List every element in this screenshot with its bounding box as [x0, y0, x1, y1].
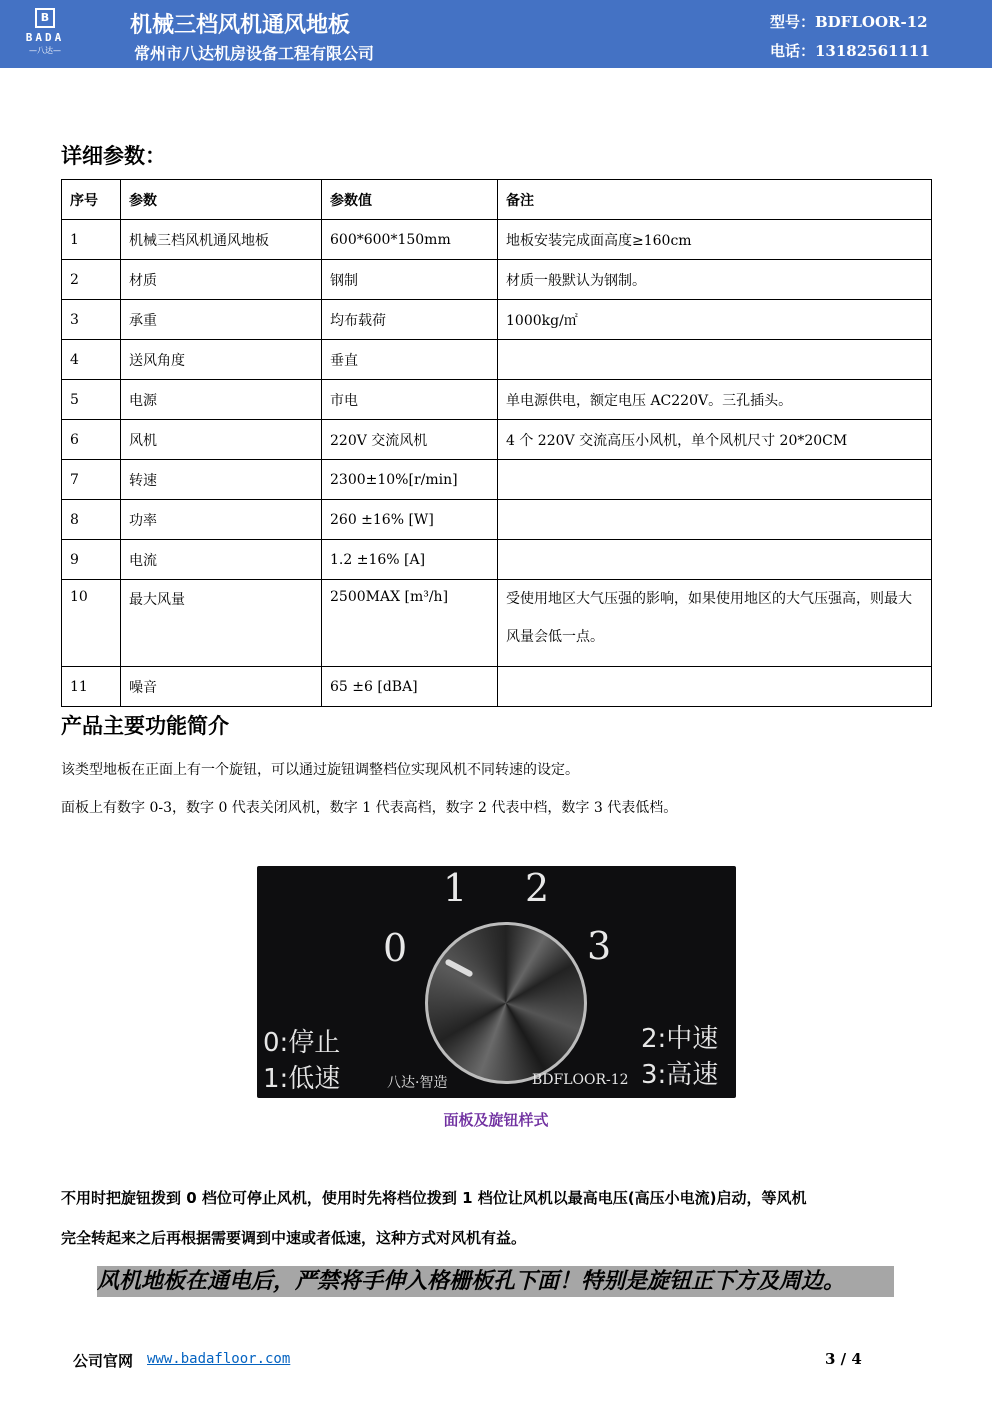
cell-param: 电源 — [121, 380, 322, 420]
cell-no: 8 — [62, 500, 121, 540]
usage-line-1: 不用时把旋钮拨到 0 档位可停止风机，使用时先将档位拨到 1 档位让风机以最高电压(高压小电流)启动，等风机 — [61, 1189, 807, 1207]
phone-number: 电话：13182561111 — [770, 42, 930, 60]
col-header-param: 参数 — [121, 180, 322, 220]
spec-table — [61, 179, 932, 707]
cell-value: 市电 — [322, 380, 498, 420]
label-mid: 2:中速 — [641, 1024, 719, 1054]
cell-value: 260 ±16% [W] — [322, 500, 498, 540]
cell-value: 220V 交流风机 — [322, 420, 498, 460]
model-mark: BDFLOOR-12 — [532, 1072, 629, 1088]
knob-pointer-icon — [444, 958, 473, 977]
cell-param: 机械三档风机通风地板 — [121, 220, 322, 260]
image-caption: 面板及旋钮样式 — [443, 1111, 549, 1129]
cell-note: 受使用地区大气压强的影响，如果使用地区的大气压强高，则最大风量会低一点。 — [498, 580, 932, 667]
cell-note — [498, 500, 932, 540]
cell-param: 送风角度 — [121, 340, 322, 380]
dial-digit-3: 3 — [587, 924, 612, 968]
cell-value: 65 ±6 [dBA] — [322, 667, 498, 707]
cell-param: 转速 — [121, 460, 322, 500]
table-row — [62, 500, 932, 540]
cell-note: 4 个 220V 交流高压小风机，单个风机尺寸 20*20CM — [498, 420, 932, 460]
cell-note — [498, 340, 932, 380]
intro-paragraph-2: 面板上有数字 0-3，数字 0 代表关闭风机，数字 1 代表高档，数字 2 代表中档，数字 3 代表低档。 — [61, 800, 678, 816]
bada-logo — [14, 8, 76, 60]
cell-no: 5 — [62, 380, 121, 420]
cell-note: 1000kg/㎡ — [498, 300, 932, 340]
table-row — [62, 540, 932, 580]
model-number: 型号：BDFLOOR-12 — [770, 13, 928, 31]
cell-note: 地板安装完成面高度≥160cm — [498, 220, 932, 260]
label-stop: 0:停止 — [263, 1028, 341, 1058]
cell-no: 9 — [62, 540, 121, 580]
cell-note — [498, 460, 932, 500]
col-header-no: 序号 — [62, 180, 121, 220]
cell-no: 3 — [62, 300, 121, 340]
table-row — [62, 300, 932, 340]
cell-param: 承重 — [121, 300, 322, 340]
cell-value: 600*600*150mm — [322, 220, 498, 260]
cell-value: 钢制 — [322, 260, 498, 300]
knob-panel-photo — [257, 866, 736, 1098]
dial-digit-2: 2 — [525, 866, 550, 910]
dial-digit-0: 0 — [383, 926, 408, 970]
logo-brand: BADA — [25, 31, 65, 44]
cell-param: 风机 — [121, 420, 322, 460]
col-header-note: 备注 — [498, 180, 932, 220]
cell-value: 2300±10%[r/min] — [322, 460, 498, 500]
cell-value: 均布载荷 — [322, 300, 498, 340]
cell-no: 6 — [62, 420, 121, 460]
cell-value: 1.2 ±16% [A] — [322, 540, 498, 580]
page-number: 3 / 4 — [825, 1350, 862, 1368]
table-row — [62, 420, 932, 460]
table-row — [62, 380, 932, 420]
params-section-title: 详细参数： — [61, 144, 166, 168]
cell-no: 7 — [62, 460, 121, 500]
table-row — [62, 667, 932, 707]
cell-param: 功率 — [121, 500, 322, 540]
footer-website-label: 公司官网 — [73, 1352, 134, 1370]
label-low: 1:低速 — [263, 1064, 341, 1094]
intro-section-title: 产品主要功能简介 — [61, 714, 229, 738]
cell-value: 垂直 — [322, 340, 498, 380]
cell-note: 材质一般默认为钢制。 — [498, 260, 932, 300]
logo-sub: —八达— — [29, 46, 61, 55]
logo-b-icon: B — [35, 8, 55, 28]
intro-paragraph-1: 该类型地板在正面上有一个旋钮，可以通过旋钮调整档位实现风机不同转速的设定。 — [61, 762, 579, 778]
label-high: 3:高速 — [641, 1060, 719, 1090]
cell-no: 4 — [62, 340, 121, 380]
cell-no: 2 — [62, 260, 121, 300]
table-row — [62, 260, 932, 300]
cell-param: 最大风量 — [121, 580, 322, 667]
table-row — [62, 220, 932, 260]
cell-param: 材质 — [121, 260, 322, 300]
cell-param: 电流 — [121, 540, 322, 580]
dial-digit-1: 1 — [443, 866, 468, 910]
table-header-row — [62, 180, 932, 220]
cell-value: 2500MAX [m³/h] — [322, 580, 498, 667]
page-header — [0, 0, 992, 68]
cell-no: 11 — [62, 667, 121, 707]
company-name: 常州市八达机房设备工程有限公司 — [134, 44, 375, 63]
cell-note — [498, 667, 932, 707]
cell-no: 10 — [62, 580, 121, 667]
table-row — [62, 340, 932, 380]
brand-mark: 八达·智造 — [387, 1075, 448, 1091]
safety-warning: 风机地板在通电后，严禁将手伸入格栅板孔下面！特别是旋钮正下方及周边。 — [97, 1266, 894, 1297]
cell-param: 噪音 — [121, 667, 322, 707]
cell-note: 单电源供电，额定电压 AC220V。三孔插头。 — [498, 380, 932, 420]
rotary-knob — [425, 922, 587, 1084]
table-row — [62, 460, 932, 500]
cell-note — [498, 540, 932, 580]
footer-website-link[interactable]: www.badafloor.com — [147, 1351, 291, 1367]
usage-line-2: 完全转起来之后再根据需要调到中速或者低速，这种方式对风机有益。 — [61, 1229, 527, 1247]
table-row — [62, 580, 932, 667]
cell-no: 1 — [62, 220, 121, 260]
product-title: 机械三档风机通风地板 — [130, 12, 351, 38]
col-header-value: 参数值 — [322, 180, 498, 220]
